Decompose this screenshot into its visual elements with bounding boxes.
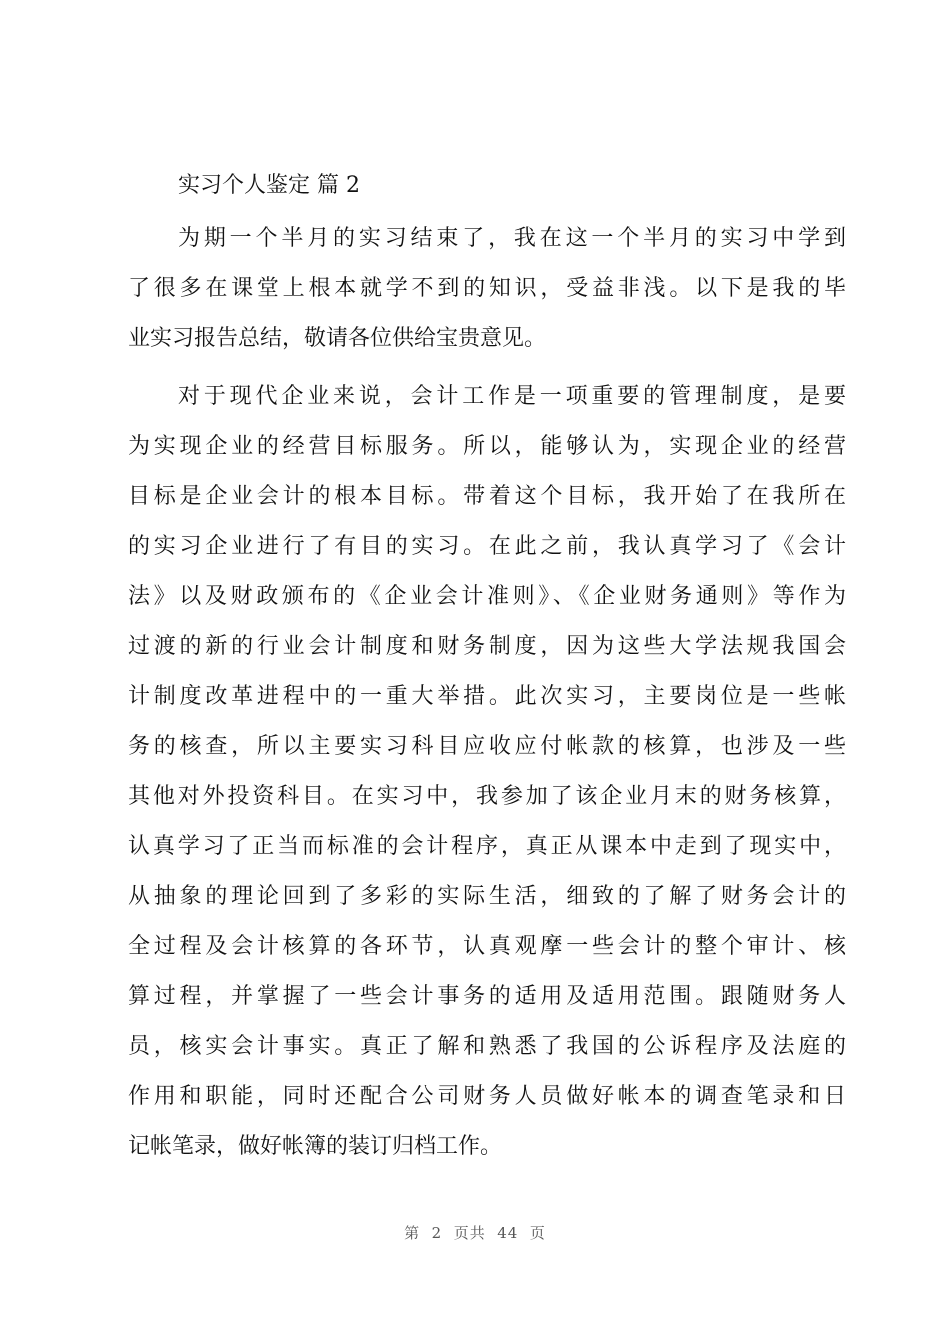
paragraph-line: 目标是企业会计的根本目标。带着这个目标，我开始了在我所在	[128, 484, 846, 509]
paragraph-line: 从抽象的理论回到了多彩的实际生活，细致的了解了财务会计的	[128, 884, 846, 909]
paragraph-line: 员，核实会计事实。真正了解和熟悉了我国的公诉程序及法庭的	[128, 1034, 846, 1059]
paragraph-line: 计制度改革进程中的一重大举措。此次实习，主要岗位是一些帐	[128, 684, 846, 709]
paragraph-line: 业实习报告总结，敬请各位供给宝贵意见。	[128, 326, 547, 351]
paragraph-line: 全过程及会计核算的各环节，认真观摩一些会计的整个审计、核	[128, 934, 846, 959]
paragraph-line: 务的核查，所以主要实习科目应收应付帐款的核算，也涉及一些	[128, 734, 846, 759]
paragraph-line: 为实现企业的经营目标服务。所以，能够认为，实现企业的经营	[128, 434, 846, 459]
paragraph-line: 了很多在课堂上根本就学不到的知识，受益非浅。以下是我的毕	[128, 276, 846, 301]
paragraph-2	[128, 372, 846, 1172]
section-heading: 实习个人鉴定 篇 2	[178, 173, 360, 198]
paragraph-line: 作用和职能，同时还配合公司财务人员做好帐本的调查笔录和日	[128, 1084, 846, 1109]
page-number-footer: 第 2 页共 44 页	[404, 1224, 546, 1242]
paragraph-line: 记帐笔录，做好帐簿的装订归档工作。	[128, 1134, 503, 1159]
paragraph-line: 认真学习了正当而标准的会计程序，真正从课本中走到了现实中，	[128, 834, 846, 859]
paragraph-line: 其他对外投资科目。在实习中，我参加了该企业月末的财务核算，	[128, 784, 846, 809]
paragraph-line: 过渡的新的行业会计制度和财务制度，因为这些大学法规我国会	[128, 634, 846, 659]
paragraph-line: 的实习企业进行了有目的实习。在此之前，我认真学习了《会计	[128, 534, 846, 559]
paragraph-line: 法》以及财政颁布的《企业会计准则》、《企业财务通则》等作为	[128, 584, 846, 609]
paragraph-line: 为期一个半月的实习结束了，我在这一个半月的实习中学到	[178, 226, 846, 251]
paragraph-line: 算过程，并掌握了一些会计事务的适用及适用范围。跟随财务人	[128, 984, 846, 1009]
paragraph-1	[128, 214, 846, 364]
document-body	[128, 166, 846, 1172]
paragraph-line: 对于现代企业来说，会计工作是一项重要的管理制度，是要	[178, 384, 846, 409]
